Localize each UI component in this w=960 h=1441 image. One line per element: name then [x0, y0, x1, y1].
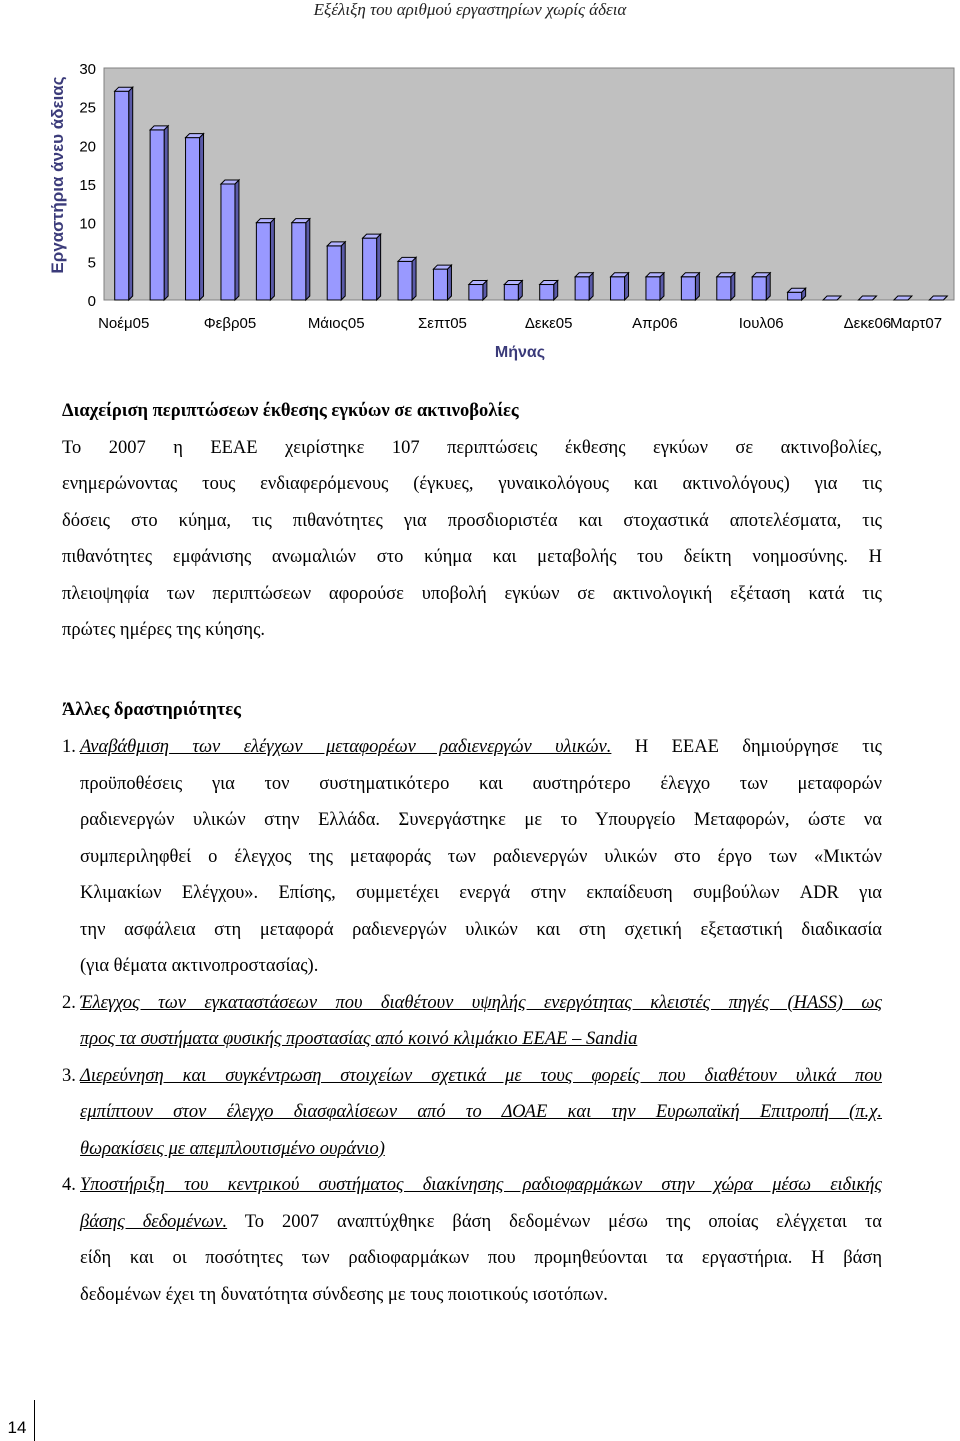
bar: [327, 242, 345, 300]
bar: [894, 296, 912, 300]
paragraph-line: πρώτες ημέρες της κύησης.: [62, 620, 266, 640]
list-item-line: [80, 1131, 882, 1168]
body-text: είδη και οι ποσότητες των ραδιοφαρμάκων που προμηθεύονται τα εργαστήρια. Η βάση: [80, 1248, 882, 1268]
bar: [858, 296, 876, 300]
underlined-heading: προς τα συστήματα φυσικής προστασίας από κοινό κλιμάκιο ΕΕΑΕ – Sandia: [80, 1029, 638, 1049]
list-item-line: [80, 1240, 882, 1277]
bar: [788, 288, 806, 300]
section-exposure-title: Διαχείριση περιπτώσεων έκθεσης εγκύων σε ακτινοβολίες: [62, 401, 519, 421]
list-item-line: [80, 839, 882, 876]
list-item-line: [80, 1277, 882, 1314]
body-text: (για θέματα ακτινοπροστασίας).: [80, 956, 319, 976]
y-tick-label: 25: [79, 99, 96, 117]
bar: [646, 273, 664, 300]
bar: [717, 273, 735, 300]
list-item-line: [80, 766, 882, 803]
list-item-line: [80, 802, 882, 839]
y-tick-label: 10: [79, 215, 96, 233]
bar: [292, 219, 310, 300]
list-item-line: [80, 729, 882, 766]
list-item-line: [80, 875, 882, 912]
activities-list: [62, 729, 882, 1313]
list-item-line: [80, 1021, 882, 1058]
underlined-heading: εμπίπτουν στον έλεγχο διασφαλίσεων από το ΔΟΑΕ και την Ευρωπαϊκή Επιτροπή (π.χ.: [80, 1102, 882, 1122]
list-item-line: [80, 985, 882, 1022]
list-item: [62, 729, 882, 985]
body-text: συμπεριληφθεί ο έλεγχος της μεταφοράς των ραδιενεργών υλικών στο έργο των «Μικτών: [80, 846, 882, 867]
body-text: προϋποθέσεις για τον συστηματικότερο και αυστηρότερο έλεγχο των μεταφορών: [80, 773, 882, 794]
x-tick-label: Νοέμ05: [98, 315, 150, 332]
body-text: Το 2007 αναπτύχθηκε βάση δεδομένων μέσω της οποίας ελέγχεται τα: [227, 1211, 882, 1232]
bar: [752, 273, 770, 300]
list-item-number: 4.: [62, 1175, 76, 1195]
x-tick-label: Δεκε05: [524, 315, 573, 332]
y-tick-label: 0: [87, 293, 96, 310]
list-item: [62, 985, 882, 1058]
list-item-line: [80, 1058, 882, 1095]
x-tick-label: Ιουλ06: [738, 315, 784, 332]
bar: [186, 134, 204, 300]
y-tick-label: 5: [87, 254, 96, 272]
paragraph-line: ενημερώνοντας τους ενδιαφερόμενους (έγκυες, γυναικολόγους και ακτινολόγους) για τις: [62, 474, 882, 494]
bar: [433, 265, 451, 300]
section-exposure: [62, 393, 882, 649]
paragraph-line: Το 2007 η ΕΕΑΕ χειρίστηκε 107 περιπτώσεις έκθεσης εγκύων σε ακτινοβολίες,: [62, 437, 882, 458]
bar: [363, 234, 381, 300]
bar: [115, 87, 133, 300]
section-other-title-wrap: [62, 692, 882, 729]
bar: [150, 126, 168, 300]
x-tick-label: Φεβρ05: [203, 315, 257, 332]
x-axis-label: Μήνας: [494, 344, 546, 361]
bar: [504, 281, 522, 300]
x-tick-label: Δεκε06: [843, 315, 892, 332]
body-text: την ασφάλεια στη μεταφορά ραδιενεργών υλικών και στη σχετική εξεταστική διαδικασία: [80, 919, 882, 940]
body-text: ραδιενεργών υλικών στην Ελλάδα. Συνεργάστηκε με το Υπουργείο Μεταφορών, ώστε να: [80, 810, 882, 830]
list-item-line: [80, 948, 882, 985]
list-item: [62, 1058, 882, 1168]
list-item-line: [80, 1204, 882, 1241]
list-item-line: [80, 1094, 882, 1131]
underlined-heading: Διερεύνηση και συγκέντρωση στοιχείων σχετικά με τους φορείς που διαθέτουν υλικά που: [80, 1065, 882, 1086]
bar: [469, 281, 487, 300]
bar: [575, 273, 593, 300]
bar: [929, 296, 947, 300]
list-item-number: 2.: [62, 992, 76, 1013]
body-text: Η ΕΕΑΕ δημιούργησε τις: [611, 737, 882, 757]
underlined-heading: Υποστήριξη του κεντρικού συστήματος διακίνησης ραδιοφαρμάκων στην χώρα μέσω ειδικής: [80, 1175, 882, 1195]
bar: [540, 281, 558, 300]
margin-rule: [34, 1400, 35, 1441]
body-text: δεδομένων έχει τη δυνατότητα σύνδεσης με τους ποιοτικούς ισοτόπων.: [80, 1284, 608, 1305]
underlined-heading: Αναβάθμιση των ελέγχων μεταφορέων ραδιενεργών υλικών.: [80, 737, 612, 757]
underlined-heading: Έλεγχος των εγκαταστάσεων που διαθέτουν υψηλής ενεργότητας κλειστές πηγές (HASS) ως: [80, 992, 882, 1013]
bar: [611, 273, 629, 300]
y-axis-label: Εργαστήρια άνευ άδειας: [48, 76, 67, 274]
page-number: 14: [7, 1418, 27, 1437]
bar: [221, 180, 239, 300]
bar: [823, 296, 841, 300]
section-other-title: Άλλες δραστηριότητες: [62, 700, 241, 720]
y-tick-label: 15: [79, 177, 96, 194]
underlined-heading: θωρακίσεις με απεμπλουτισμένο ουράνιο): [80, 1138, 385, 1159]
bar: [681, 273, 699, 300]
bar-chart: [0, 40, 960, 370]
paragraph-line: πλειοψηφία των περιπτώσεων αφορούσε υποβολή εγκύων σε ακτινολογική εξέταση κατά τις: [62, 583, 882, 604]
bar: [398, 257, 416, 300]
underlined-heading: βάσης δεδομένων.: [80, 1211, 228, 1232]
x-tick-label: Μαρτ07: [889, 315, 943, 332]
y-tick-label: 20: [79, 138, 96, 156]
paragraph-line: πιθανότητες εμφάνισης ανωμαλιών στο κύημα και μεταβολής του δείκτη νοημοσύνης. Η: [62, 547, 882, 567]
bar: [256, 219, 274, 300]
y-tick-label: 30: [79, 61, 96, 78]
x-tick-label: Μάιος05: [307, 315, 365, 332]
list-item-number: 1.: [62, 737, 76, 757]
list-item-line: [80, 912, 882, 949]
list-item: [62, 1167, 882, 1313]
chart-caption: Εξέλιξη του αριθμού εργαστηρίων χωρίς άδεια: [313, 0, 627, 19]
x-tick-label: Σεπτ05: [417, 315, 467, 332]
body-text: Κλιμακίων Ελέγχου». Επίσης, συμμετέχει ενεργά στην εκπαίδευση συμβούλων ADR για: [80, 883, 882, 903]
paragraph-line: δόσεις στο κύημα, τις πιθανότητες για προσδιοριστέα και στοχαστικά αποτελέσματα, τις: [62, 510, 882, 531]
x-tick-label: Απρ06: [632, 315, 678, 332]
list-item-line: [80, 1167, 882, 1204]
list-item-number: 3.: [62, 1065, 76, 1086]
